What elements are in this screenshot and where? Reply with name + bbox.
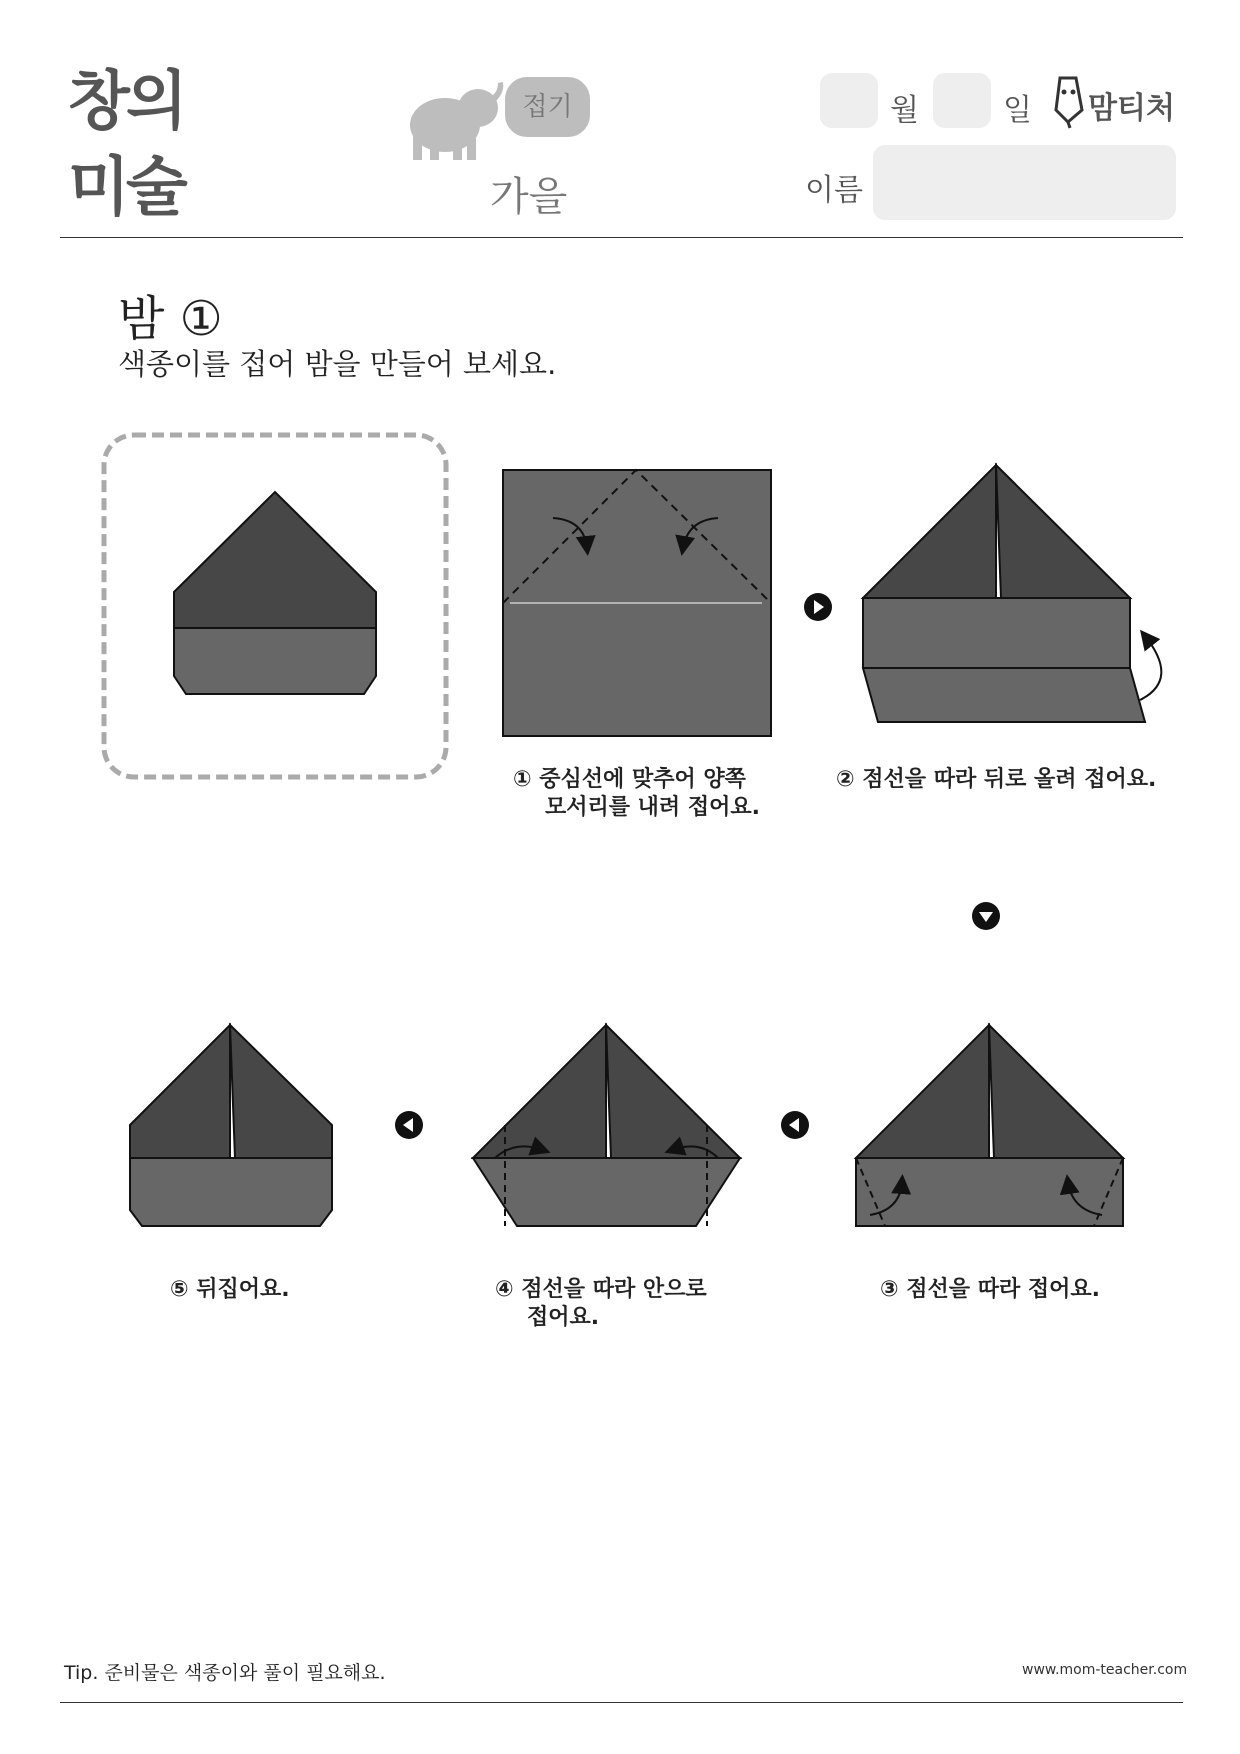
step5-caption: [170, 1276, 290, 1304]
finished-chestnut: [104, 435, 446, 777]
step2-caption-line1: ② 점선을 따라 뒤로 올려 접어요.: [836, 767, 1157, 792]
name-label: 이름: [805, 173, 863, 208]
step3-diagram: [856, 1025, 1123, 1226]
step3-caption: [880, 1276, 1100, 1304]
logo-line2: 미술: [68, 151, 184, 225]
step4-diagram: [473, 1025, 740, 1226]
step2-caption: [836, 766, 1156, 794]
step5-caption-line1: ⑤ 뒤집어요.: [170, 1277, 290, 1302]
step1-caption-line2: 모서리를 내려 접어요.: [545, 795, 760, 820]
month-label: 월: [890, 93, 919, 128]
season-label: 가을: [490, 174, 568, 220]
footer-divider: [60, 1702, 1183, 1703]
step1-caption-line1: ① 중심선에 맞추어 양쪽: [513, 767, 746, 792]
step4-caption: [495, 1276, 707, 1332]
footer-tip: Tip. 준비물은 색종이와 풀이 필요해요.: [64, 1662, 386, 1684]
page-title: 밤 ①: [118, 291, 223, 347]
brand-logo: 맘티처: [1088, 91, 1175, 126]
step4-caption-line1: ④ 점선을 따라 안으로: [495, 1277, 707, 1302]
footer-url[interactable]: www.mom-teacher.com: [1022, 1662, 1188, 1678]
day-label: 일: [1003, 93, 1032, 128]
category-badge: 접기: [505, 77, 590, 137]
logo-line1: 창의: [68, 65, 184, 139]
step1-diagram: [503, 470, 771, 736]
step4-caption-line2: 접어요.: [527, 1305, 600, 1330]
page-subtitle: 색종이를 접어 밤을 만들어 보세요.: [118, 347, 557, 381]
step2-diagram: [863, 465, 1161, 722]
step5-diagram: [130, 1025, 332, 1226]
step3-caption-line1: ③ 점선을 따라 접어요.: [880, 1277, 1100, 1302]
step1-caption: [513, 766, 760, 822]
